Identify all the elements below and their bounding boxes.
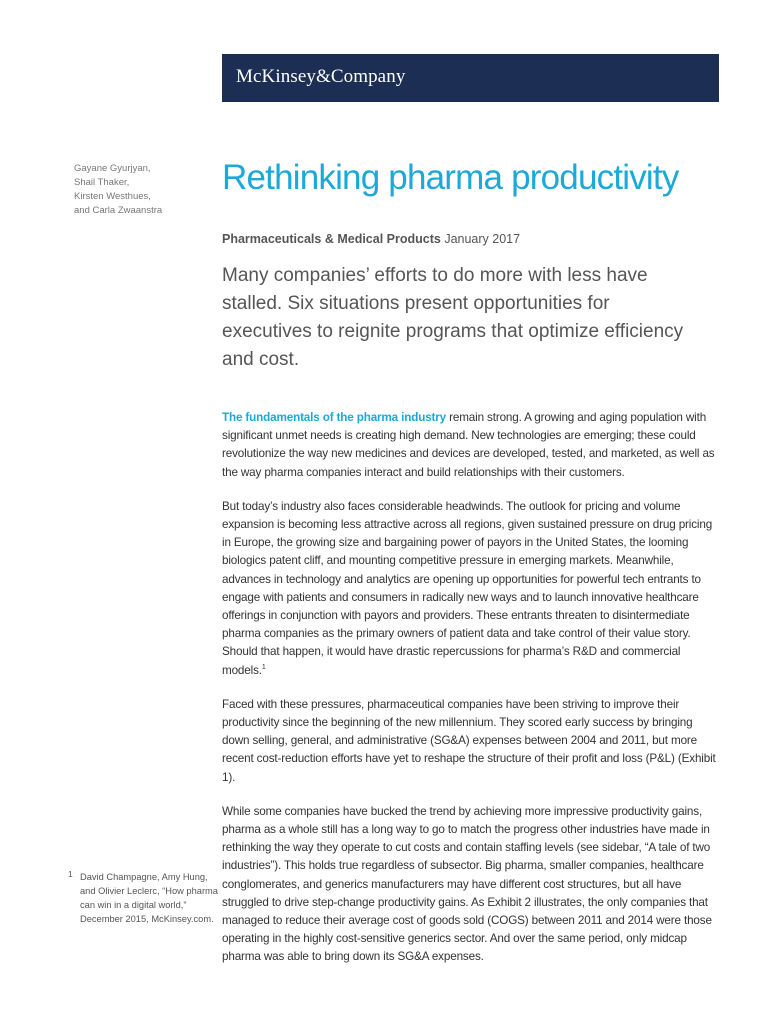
author-name: Gayane Gyurjyan, — [74, 163, 151, 174]
paragraph — [222, 803, 722, 967]
paragraph-text: But today’s industry also faces considerable headwinds. The outlook for pricing and volume expansion is becoming less attractive across all regions, given sustained pressure on drug pricing in Europe, the growing size and bargaining power of payors in the United States, the looming biologics patent cliff, and mounting competitive pressure in emerging markets. Meanwhile, advances in technology and analytics are opening up opportunities for powerful tech entrants to engage with patients and consumers in radically new ways and to launch innovative healthcare offerings in conjunction with payors and providers. These entrants threaten to disintermediate pharma companies as the primary owners of patient data and take control of their value story. Should that happen, it would have drastic repercussions for pharma’s R&D and commercial models. — [222, 499, 713, 677]
publication-date: January 2017 — [444, 232, 521, 246]
article-meta — [222, 232, 520, 246]
paragraph-text: Faced with these pressures, pharmaceutical companies have been striving to improve their productivity since the beginning of the new millennium. They scored early success by bringing down selling, general, and administrative (SG&A) expenses between 2004 and 2011, but more recent cost-reduction efforts have yet to reshape the structure of their profit and loss (P&L) (Exhibit 1). — [222, 697, 716, 784]
paragraph-text: While some companies have bucked the trend by achieving more impressive productivity gains, pharma as a whole still has a long way to go to match the progress other industries have made in rethinking the way they operate to cut costs and contain staffing levels (see sidebar, “A tale of two industries”). This holds true regardless of subsector. Big pharma, smaller companies, healthcare conglomerates, and generics manufacturers may have different cost structures, but all have struggled to drive step-change productivity gains. As Exhibit 2 illustrates, the only companies that managed to reduce their average cost of goods sold (COGS) between 2011 and 2014 were those operating in the highly cost-sensitive generics sector. And over the same period, only midcap pharma was able to bring down its SG&A expenses. — [222, 804, 712, 964]
brand-logo: McKinsey&Company — [236, 66, 406, 87]
footnote-reference[interactable]: 1 — [261, 663, 266, 671]
lead-in-text: The fundamentals of the pharma industry — [222, 411, 447, 424]
footnote-text: David Champagne, Amy Hung, and Olivier Leclerc, “How pharma can win in a digital world,” December 2015, McKinsey.com. — [80, 872, 218, 924]
author-name: Kirsten Westhues, — [74, 191, 151, 202]
header-banner — [222, 54, 719, 102]
author-name: Shail Thaker, — [74, 177, 130, 188]
article-title: Rethinking pharma productivity — [222, 158, 679, 197]
author-name: and Carla Zwaanstra — [74, 205, 163, 216]
footnote-number: 1 — [68, 869, 73, 879]
practice-label: Pharmaceuticals & Medical Products — [222, 232, 441, 246]
article-lede: Many companies’ efforts to do more with less have stalled. Six situations present opportunities for executives to reignite programs that optimize efficiency and cost. — [222, 265, 684, 370]
paragraph — [222, 409, 722, 482]
paragraph — [222, 696, 722, 787]
author-list — [74, 162, 214, 218]
article-body — [222, 409, 722, 983]
paragraph — [222, 498, 722, 680]
paragraph-text: remain strong. A growing and aging population with significant unmet needs is creating high demand. New technologies are emerging; these could revolutionize the way new medicines and devices are developed, tested, and marketed, as well as the way pharma companies interact and build relationships with their customers. — [222, 411, 715, 479]
footnote — [68, 870, 218, 926]
